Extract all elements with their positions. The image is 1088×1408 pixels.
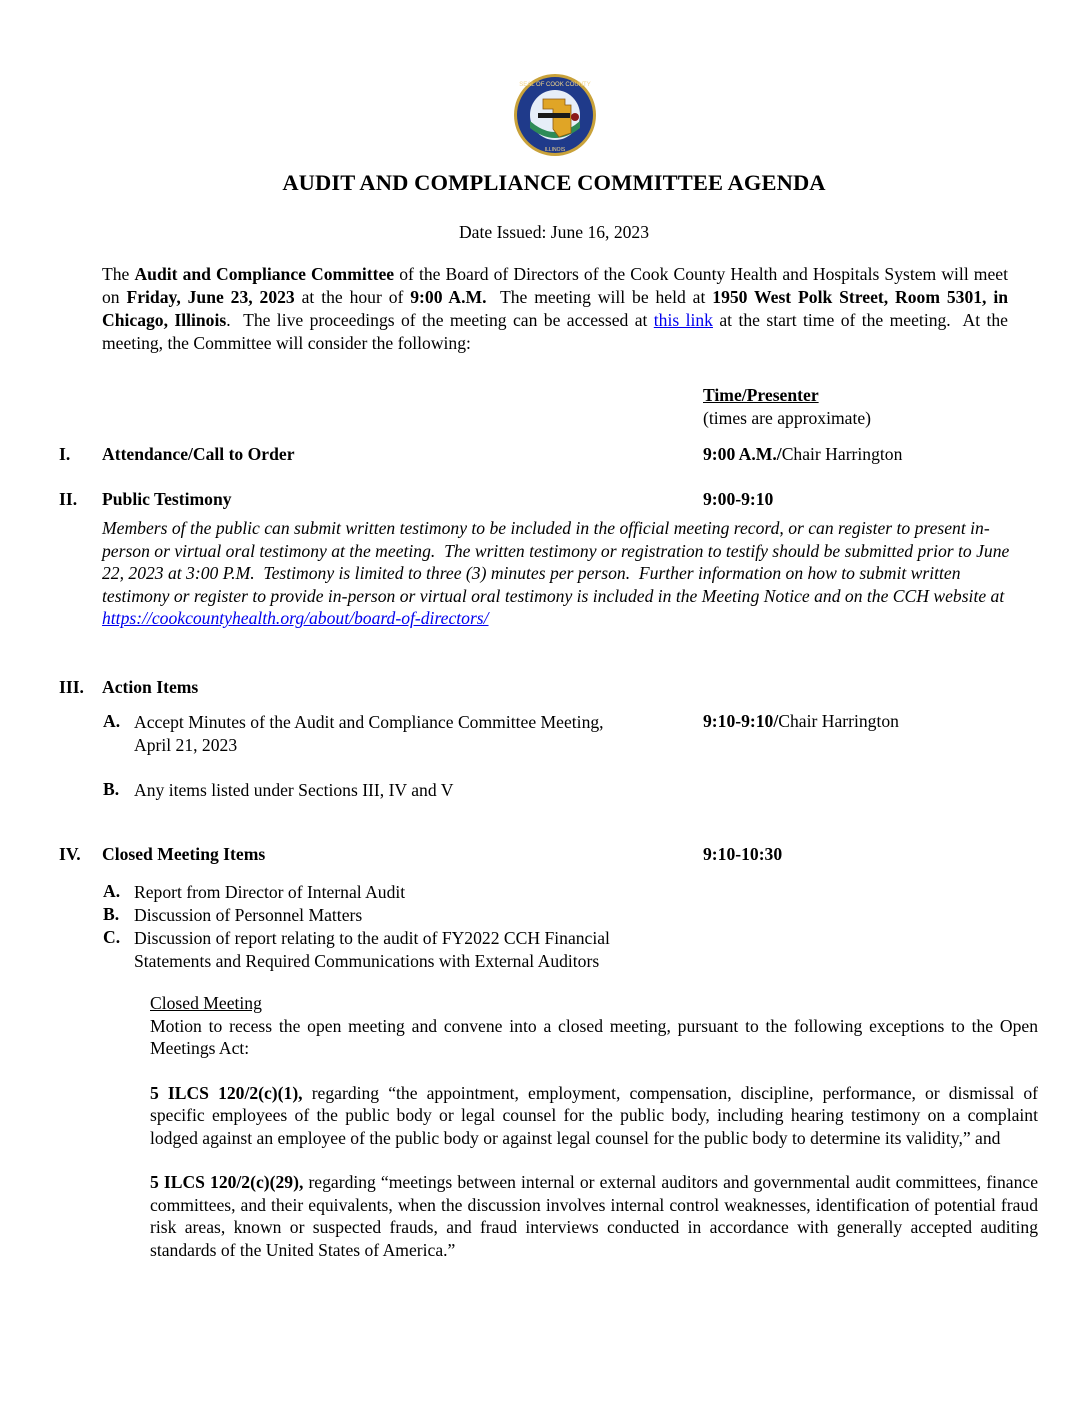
section-presenter: Chair Harrington [781,444,903,464]
testimony-text: Members of the public can submit written testimony to be included in the official meeting record, or can register to present in-person or virtual oral testimony at the meeting. The written testimony or registration to testify should be submitted prior to June 22, 2023 at 3:00 P.M. Testimony is limited to three (3) minutes per person. Further information on how to submit written testimony or register to provide in-person or virtual oral testimony is included in the Meeting Notice and on the CCH website at [102,518,1014,606]
meeting-date: Friday, June 23, 2023 [126,287,295,307]
section-title-closed-meeting-items: Closed Meeting Items [102,844,266,864]
agenda-item-internal-audit: Report from Director of Internal Audit [134,882,406,902]
intro-text: of the Board of Directors of the Cook County Health and Hospitals System will meet on [102,264,1008,307]
agenda-item-personnel: Discussion of Personnel Matters [134,905,363,925]
exception-paragraph [150,1082,1038,1150]
section-time [703,844,782,865]
item-time-presenter [703,711,899,732]
committee-name: Audit and Compliance Committee [134,264,395,284]
cook-county-seal-icon [513,73,597,157]
intro-text: . The live proceedings of the meeting can be accessed at [226,310,654,330]
item-text: Accept Minutes of the Audit and Compliance Committee Meeting, [134,712,604,732]
agenda-item-any-items: Any items listed under Sections III, IV and V [134,780,454,800]
intro-text: The [102,264,135,284]
section-title-attendance: Attendance/Call to Order [102,444,295,464]
exception-paragraph [150,1171,1038,1261]
time-presenter-note: (times are approximate) [703,408,872,428]
item-letter: C. [103,927,121,947]
meeting-location: 1950 West Polk Street, Room 5301, in Chicago, Illinois [102,287,1009,330]
date-issued: Date Issued: June 16, 2023 [458,222,650,242]
section-title-public-testimony: Public Testimony [102,489,232,509]
intro-text: The meeting will be held at [486,287,713,307]
item-letter: B. [103,779,120,799]
item-text: Discussion of report relating to the audit of FY2022 CCH Financial [134,928,610,948]
exception-citation: 5 ILCS 120/2(c)(1), [150,1082,303,1103]
item-text: April 21, 2023 [134,735,238,755]
item-text: Statements and Required Communications with External Auditors [134,951,600,971]
livestream-link[interactable]: this link [653,310,713,330]
agenda-item-accept-minutes [134,711,604,757]
closed-meeting-heading: Closed Meeting [150,993,262,1013]
exception-text: regarding “meetings between internal or external auditors and governmental audit committees, finance committees, and their equivalents, when the discussion involves internal control weaknesses, identification of potential fraud risk areas, known or suspected frauds, and fraud interviews conducted in accordance with generally accepted auditing standards of the United States of America.” [150,1172,1039,1260]
exception-text: regarding “the appointment, employment, compensation, discipline, performance, or dismissal of specific employees of the public body or legal counsel for the public body, including hearing testimony on a complaint lodged against an employee of the public body or against legal counsel for the public body to determine its validity,” and [150,1082,1039,1148]
section-time [703,489,773,510]
agenda-item-fy2022-audit [134,927,610,973]
meeting-time: 9:00 A.M. [410,287,487,307]
closed-meeting-block [150,992,1038,1261]
section-time: 9:00 A.M./ [703,444,782,464]
section-time: 9:10-10:30 [703,844,783,864]
section-time-presenter [703,444,902,465]
section-title-action-items: Action Items [102,677,199,697]
section-numeral: II. [59,489,78,509]
item-presenter: Chair Harrington [778,711,899,731]
page-title: AUDIT AND COMPLIANCE COMMITTEE AGENDA [282,170,826,195]
item-letter: A. [103,711,121,731]
public-testimony-description [102,517,1012,630]
section-numeral: I. [59,444,71,464]
section-time: 9:00-9:10 [703,489,774,509]
exception-citation: 5 ILCS 120/2(c)(29), [150,1172,304,1192]
closed-meeting-motion: Motion to recess the open meeting and convene into a closed meeting, pursuant to the following exceptions to the Open Meetings Act: [150,1015,1038,1058]
intro-paragraph [102,263,1013,355]
item-letter: A. [103,881,121,901]
section-numeral: III. [59,677,84,697]
cch-website-link[interactable]: https://cookcountyhealth.org/about/board-of-directors/ [102,608,489,629]
intro-text: at the start time of the meeting. At the meeting, the Committee will consider the following: [102,310,1013,353]
time-presenter-heading: Time/Presenter [703,385,819,405]
svg-text:SEAL OF COOK COUNTY: SEAL OF COOK COUNTY [519,82,591,88]
svg-text:ILLINOIS: ILLINOIS [544,147,566,153]
item-time: 9:10-9:10/ [703,711,779,731]
item-letter: B. [103,904,120,924]
section-numeral: IV. [59,844,81,864]
intro-text: at the hour of [294,287,411,307]
